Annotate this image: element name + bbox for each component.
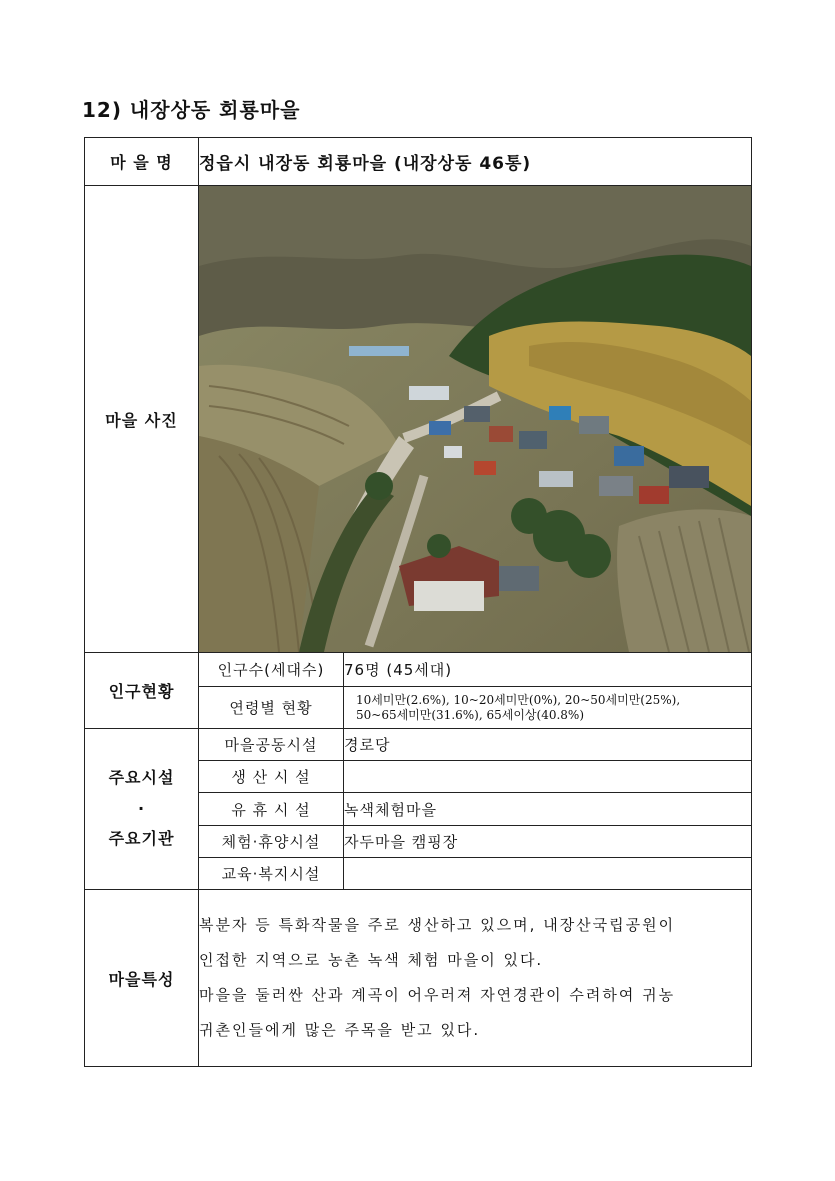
facility-value-idle: 녹색체험마을	[344, 793, 752, 826]
facility-value-community: 경로당	[344, 729, 752, 761]
facilities-label-line1: 주요시설	[108, 768, 175, 788]
facilities-label-dot: ·	[137, 798, 146, 818]
age-distribution-value	[344, 687, 752, 729]
population-count-value: 76명 (45세대)	[344, 653, 752, 687]
facility-label-production: 생 산 시 설	[199, 761, 344, 793]
features-description	[199, 890, 752, 1067]
village-name-value: 정읍시 내장동 회룡마을 (내장상동 46통)	[199, 138, 752, 186]
facility-label-experience: 체험·휴양시설	[199, 826, 344, 858]
age-distribution-line1: 10세미만(2.6%), 10~20세미만(0%), 20~50세미만(25%),	[356, 692, 681, 707]
page-heading: 12) 내장상동 회룡마을	[82, 98, 301, 122]
facilities-label	[85, 729, 199, 890]
age-distribution-label: 연령별 현황	[199, 687, 344, 729]
features-line2: 인접한 지역으로 농촌 녹색 체험 마을이 있다.	[199, 951, 544, 969]
facility-value-education	[344, 858, 752, 890]
facilities-label-line2: 주요기관	[108, 829, 175, 849]
village-aerial-photo	[199, 186, 751, 652]
features-line3: 마을을 둘러싼 산과 계곡이 어우러져 자연경관이 수려하여 귀농	[199, 986, 676, 1004]
facility-label-idle: 유 휴 시 설	[199, 793, 344, 826]
village-photo	[199, 186, 752, 653]
population-label: 인구현황	[85, 653, 199, 729]
features-line1: 복분자 등 특화작물을 주로 생산하고 있으며, 내장산국립공원이	[199, 916, 676, 934]
facility-label-community: 마을공동시설	[199, 729, 344, 761]
facility-value-experience: 자두마을 캠핑장	[344, 826, 752, 858]
village-photo-label: 마을 사진	[85, 186, 199, 653]
village-info-table	[84, 137, 752, 1067]
village-name-label: 마 을 명	[85, 138, 199, 186]
age-distribution-line2: 50~65세미만(31.6%), 65세이상(40.8%)	[356, 707, 585, 722]
features-label: 마을특성	[85, 890, 199, 1067]
facility-value-production	[344, 761, 752, 793]
population-count-label: 인구수(세대수)	[199, 653, 344, 687]
features-line4: 귀촌인들에게 많은 주목을 받고 있다.	[199, 1021, 481, 1039]
facility-label-education: 교육·복지시설	[199, 858, 344, 890]
